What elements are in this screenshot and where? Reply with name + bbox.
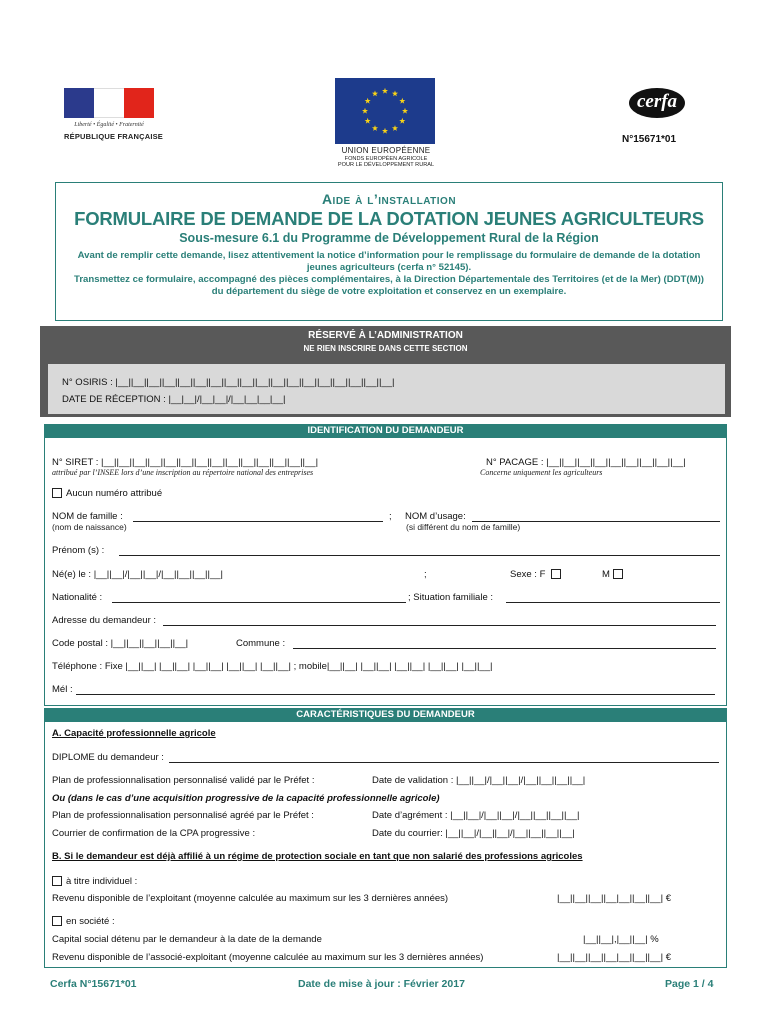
code-postal-field[interactable]: Code postal : |__||__||__||__||__| — [52, 638, 189, 649]
sexe-f-label: Sexe : F — [510, 569, 546, 580]
identification-section — [44, 424, 727, 438]
eu-star-icon — [362, 108, 368, 114]
identification-frame — [44, 438, 727, 706]
admin-section-body — [40, 361, 731, 417]
plan-agree-label: Plan de professionnalisation personnalisé agréé par le Préfet : — [52, 810, 314, 821]
sexe-m-label: M — [602, 569, 610, 580]
nom-semicolon: ; — [389, 511, 392, 522]
siret-note: attribué par l’INSEE lors d’une inscription au répertoire national des entreprises — [52, 468, 314, 477]
situation-label: ; Situation familiale : — [408, 592, 494, 603]
nom-usage-note: (si différent du nom de famille) — [406, 522, 521, 532]
plan-valide-label: Plan de professionnalisation personnalisé validé par le Préfet : — [52, 775, 315, 786]
courrier-cpa-label: Courrier de confirmation de la CPA progressive : — [52, 828, 256, 839]
eu-star-icon — [392, 125, 398, 131]
mel-label: Mél : — [52, 684, 73, 695]
nationalite-label: Nationalité : — [52, 592, 103, 603]
date-agrement-field[interactable]: Date d’agrément : |__||__|/|__||__|/|__||__||__||__| — [372, 810, 580, 821]
revenu-associe-field[interactable]: |__||__||__||__|__||__||__| € — [557, 952, 671, 963]
cerfa-logo-text: cerfa — [629, 88, 685, 118]
identification-title: IDENTIFICATION DU DEMANDEUR — [44, 424, 727, 438]
form-subtitle: Sous-mesure 6.1 du Programme de Développement Rural de la Région — [179, 231, 599, 245]
en-societe-label: en société : — [66, 916, 115, 927]
instructions-line-2: Transmettez ce formulaire, accompagné des pièces complémentaires, à la Direction Départementale des Territoires (et de la Mer) (DDT(M)) du département du siège de votre exploitation et conservez en un exemplaire. — [73, 274, 704, 297]
title-top: Aide à l’installation — [321, 191, 457, 207]
form-title: FORMULAIRE DE DEMANDE DE LA DOTATION JEUNES AGRICULTEURS — [74, 208, 704, 229]
ou-progressive-note: Ou (dans le cas d’une acquisition progressive de la capacité professionnelle agricole) — [52, 793, 440, 804]
footer-page: Page 1 / 4 — [665, 978, 714, 990]
capital-social-label: Capital social détenu par le demandeur à la date de la demande — [52, 934, 322, 945]
marianne-flag-icon — [64, 88, 154, 118]
capital-social-field[interactable]: |__||__|,|__||__| % — [583, 934, 659, 945]
prenom-label: Prénom (s) : — [52, 545, 105, 556]
eu-star-icon — [372, 125, 378, 131]
admin-fields — [48, 364, 725, 414]
revenu-associe-label: Revenu disponible de l’associé-exploitant (moyenne calculée au maximum sur les 3 dernières années) — [52, 952, 484, 963]
eu-fund-line-1: FONDS EUROPÉEN AGRICOLE — [344, 156, 428, 162]
date-reception-field: DATE DE RÉCEPTION : |__|__|/|__|__|/|__|__|__|__| — [62, 394, 286, 405]
eu-star-icon — [399, 98, 405, 104]
birth-date-field[interactable]: Né(e) le : |__||__|/|__||__|/|__||__||__||__| — [52, 569, 224, 580]
section-a-title: A. Capacité professionnelle agricole — [52, 728, 216, 739]
instructions — [68, 250, 710, 298]
caracteristiques-section — [44, 708, 727, 722]
eu-fund — [333, 156, 439, 169]
republique-francaise-logo — [64, 88, 164, 150]
pacage-note: Concerne uniquement les agriculteurs — [480, 468, 603, 477]
eu-star-icon — [372, 90, 378, 96]
no-number-label: Aucun numéro attribué — [66, 488, 163, 499]
eu-name: UNION EUROPÉENNE — [341, 146, 431, 155]
date-validation-field[interactable]: Date de validation : |__||__|/|__||__|/|__||__||__||__| — [372, 775, 586, 786]
eu-fund-line-2: POUR LE DÉVELOPPEMENT RURAL — [337, 162, 435, 169]
titre-individuel-label: à titre individuel : — [66, 876, 138, 887]
diplome-label: DIPLOME du demandeur : — [52, 752, 164, 763]
admin-title: RÉSERVÉ À L’ADMINISTRATION — [308, 330, 463, 341]
instructions-line-1: Avant de remplir cette demande, lisez attentivement la notice d’information pour le remplissage du formulaire de demande de la dotation jeunes agriculteurs (cerfa n° 52145). — [77, 250, 701, 273]
caracteristiques-frame — [44, 722, 727, 968]
adresse-label: Adresse du demandeur : — [52, 615, 157, 626]
pacage-field[interactable]: N° PACAGE : |__||__||__||__||__||__||__||__||__| — [486, 457, 686, 468]
caracteristiques-title: CARACTÉRISTIQUES DU DEMANDEUR — [44, 708, 727, 722]
eu-feader-logo — [333, 78, 439, 168]
rf-motto: Liberté • Égalité • Fraternité — [74, 122, 144, 128]
revenu-exploitant-field[interactable]: |__||__||__||__|__||__||__| € — [557, 893, 671, 904]
rf-name: RÉPUBLIQUE FRANÇAISE — [64, 132, 164, 141]
eu-star-icon — [365, 118, 371, 124]
siret-field[interactable]: N° SIRET : |__||__||__||__||__||__||__||__||__||__||__||__||__||__| — [52, 457, 319, 468]
footer-update-date: Date de mise à jour : Février 2017 — [298, 978, 465, 990]
eu-flag-icon — [335, 78, 435, 144]
eu-star-icon — [382, 88, 388, 94]
revenu-exploitant-label: Revenu disponible de l’exploitant (moyenne calculée au maximum sur les 3 dernières années) — [52, 893, 449, 904]
telephone-field[interactable]: Téléphone : Fixe |__||__| |__||__| |__||__| |__||__| |__||__| ; mobile|__||__| |__||__| |__||__| |__||__| |__||__| — [52, 661, 493, 672]
footer-cerfa: Cerfa N°15671*01 — [50, 978, 137, 990]
birth-semicolon: ; — [424, 569, 427, 580]
eu-star-icon — [392, 90, 398, 96]
section-b-title: B. Si le demandeur est déjà affilié à un régime de protection sociale en tant que non salarié des professions agricoles — [52, 851, 583, 862]
eu-star-icon — [382, 128, 388, 134]
form-number: N°15671*01 — [622, 134, 677, 145]
nom-usage-label: NOM d’usage: — [405, 511, 466, 522]
title-box — [55, 182, 723, 321]
admin-subtitle: NE RIEN INSCRIRE DANS CETTE SECTION — [303, 344, 468, 353]
nom-famille-label: NOM de famille : — [52, 511, 123, 522]
cerfa-logo — [629, 88, 685, 118]
eu-star-icon — [365, 98, 371, 104]
date-courrier-field[interactable]: Date du courrier: |__||__|/|__||__|/|__||__||__||__| — [372, 828, 575, 839]
eu-star-icon — [402, 108, 408, 114]
osiris-number-field: N° OSIRIS : |__||__||__||__||__||__||__||__||__||__||__||__||__||__||__||__||__||__| — [62, 377, 395, 388]
nom-naissance-note: (nom de naissance) — [52, 522, 127, 532]
eu-star-icon — [399, 118, 405, 124]
admin-section-header — [40, 326, 731, 361]
commune-label: Commune : — [236, 638, 286, 649]
